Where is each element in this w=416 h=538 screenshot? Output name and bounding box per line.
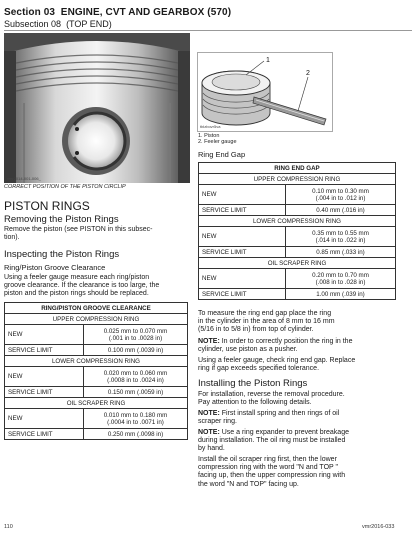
piston-circlip-figure xyxy=(4,33,190,183)
value-line-1: 0.20 mm to 0.70 mm xyxy=(312,271,369,279)
table-row-label: SERVICE LIMIT xyxy=(199,205,286,216)
table-row-label: SERVICE LIMIT xyxy=(199,247,286,258)
note-ring-expander xyxy=(198,429,410,454)
feeler-gauge-figure xyxy=(197,52,333,132)
legend-item-feeler-gauge: 2. Feeler gauge xyxy=(198,139,237,145)
feeler-gauge-illustration xyxy=(198,53,332,131)
subsection-title: (TOP END) xyxy=(66,19,112,29)
value-line-2: (.014 in to .022 in) xyxy=(315,236,366,244)
note-label: NOTE: xyxy=(198,338,220,345)
oil-ring-line-3: facing up, then the upper compression ring with xyxy=(198,472,346,480)
note-line-2: during installation. The oil ring must be installed xyxy=(198,437,346,445)
table-row-label: SERVICE LIMIT xyxy=(5,345,84,356)
figure-caption: CORRECT POSITION OF THE PISTON CIRCLIP xyxy=(4,184,126,190)
note-line-1: In order to correctly position the ring in the xyxy=(219,338,353,345)
note-line-3: by hand. xyxy=(198,445,225,453)
groove-text xyxy=(4,274,192,299)
table-row-label: SERVICE LIMIT xyxy=(5,387,84,398)
section-heading xyxy=(4,7,231,18)
value-line-1: 0.10 mm to 0.30 mm xyxy=(312,187,369,195)
installing-heading: Installing the Piston Rings xyxy=(198,378,308,389)
table-group-title: OIL SCRAPER RING xyxy=(5,398,188,409)
table-group-title: LOWER COMPRESSION RING xyxy=(199,216,396,227)
groove-line-3: piston and the piston rings should be replaced. xyxy=(4,290,149,298)
install-line-1: For installation, reverse the removal procedure. xyxy=(198,391,345,398)
table-row-value xyxy=(286,227,396,247)
table-row-value xyxy=(286,269,396,289)
note-label: NOTE: xyxy=(198,429,220,436)
oil-ring-line-1: Install the oil scraper ring first, then the lower xyxy=(198,456,337,463)
table-group-title: LOWER COMPRESSION RING xyxy=(5,356,188,367)
oil-ring-line-2: compression ring with the word "N and TOP " xyxy=(198,464,338,472)
removing-text xyxy=(4,226,190,242)
measure-line-3: (5/16 in to 5/8 in) from top of cylinder. xyxy=(198,326,314,334)
feeler-paragraph xyxy=(198,357,410,373)
groove-clearance-heading: Ring/Piston Groove Clearance xyxy=(4,263,106,272)
figure-legend xyxy=(198,133,237,145)
ring-gap-heading: Ring End Gap xyxy=(198,150,246,159)
ring-end-gap-table xyxy=(198,162,396,300)
value-line-2: (.004 in to .012 in) xyxy=(315,194,366,202)
measure-line-1: To measure the ring end gap place the ring xyxy=(198,310,332,317)
value-line-1: 0.020 mm to 0.060 mm xyxy=(103,369,168,377)
callout-1: 1 xyxy=(266,57,270,64)
table-row-value: 0.100 mm (.0039 in) xyxy=(84,345,188,356)
figure-code: vmr2014-001-006_ xyxy=(7,176,41,181)
note-line-2: cylinder, use piston as a pusher. xyxy=(198,346,298,354)
page-number: 110 xyxy=(4,524,13,530)
groove-clearance-table xyxy=(4,302,188,440)
figure-code: tblzbovr5va xyxy=(200,124,221,129)
install-line-2: Pay attention to the following details. xyxy=(198,399,312,407)
callout-2: 2 xyxy=(306,70,310,77)
table-row-label: NEW xyxy=(199,227,286,247)
note-line-1: Use a ring expander to prevent breakage xyxy=(219,429,349,436)
table-row-value xyxy=(84,325,188,345)
subsection-prefix: Subsection 08 xyxy=(4,19,62,29)
value-line-2: (.0004 in to .0071 in) xyxy=(107,418,164,426)
value-line-2: (.001 in to .0028 in) xyxy=(108,334,163,342)
table-row-label: NEW xyxy=(5,325,84,345)
install-paragraph xyxy=(198,391,410,407)
feeler-line-2: ring if gap exceeds specified tolerance. xyxy=(198,365,320,373)
table-row-value: 1.00 mm (.039 in) xyxy=(286,289,396,300)
table-row-label: NEW xyxy=(5,367,84,387)
table-row-label: NEW xyxy=(199,269,286,289)
oil-ring-line-4: the word "N and TOP" facing up. xyxy=(198,480,299,488)
note-line-1: First install spring and then rings of oil xyxy=(219,410,340,417)
table-header: RING END GAP xyxy=(199,163,396,174)
table-group-title: UPPER COMPRESSION RING xyxy=(199,174,396,185)
table-group-title: UPPER COMPRESSION RING xyxy=(5,314,188,325)
measure-paragraph xyxy=(198,310,410,335)
table-row-value xyxy=(84,367,188,387)
oil-ring-paragraph xyxy=(198,456,410,489)
note-label: NOTE: xyxy=(198,410,220,417)
section-title: ENGINE, CVT AND GEARBOX (570) xyxy=(60,7,232,18)
table-header: RING/PISTON GROOVE CLEARANCE xyxy=(5,303,188,314)
measure-line-2: in the cylinder in the area of 8 mm to 16 mm xyxy=(198,318,335,326)
table-row-label: NEW xyxy=(199,185,286,205)
table-row-value: 0.150 mm (.0059 in) xyxy=(84,387,188,398)
table-row-value: 0.40 mm (.016 in) xyxy=(286,205,396,216)
removing-line-2: tion). xyxy=(4,234,20,242)
section-prefix: Section 03 xyxy=(4,7,56,18)
note-oil-scraper xyxy=(198,410,410,426)
groove-line-1: Using a feeler gauge measure each ring/piston xyxy=(4,274,150,281)
table-row-label: NEW xyxy=(5,409,84,429)
removing-heading: Removing the Piston Rings xyxy=(4,214,119,225)
header-rule xyxy=(4,30,412,31)
value-line-1: 0.025 mm to 0.070 mm xyxy=(103,327,168,335)
piston-circlip-illustration xyxy=(4,33,190,183)
value-line-2: (.0008 in to .0024 in) xyxy=(107,376,164,384)
table-row-value xyxy=(286,185,396,205)
note-line-2: scraper ring. xyxy=(198,418,237,426)
value-line-1: 0.35 mm to 0.55 mm xyxy=(312,229,369,237)
table-group-title: OIL SCRAPER RING xyxy=(199,258,396,269)
table-row-value: 0.250 mm (.0098 in) xyxy=(84,429,188,440)
feeler-line-1: Using a feeler gauge, check ring end gap. Replace xyxy=(198,357,356,364)
table-row-label: SERVICE LIMIT xyxy=(199,289,286,300)
piston-rings-title: PISTON RINGS xyxy=(4,199,90,213)
table-row-label: SERVICE LIMIT xyxy=(5,429,84,440)
value-line-1: 0.010 mm to 0.180 mm xyxy=(103,411,168,419)
inspecting-heading: Inspecting the Piston Rings xyxy=(4,249,120,260)
subsection-heading xyxy=(4,19,112,29)
note-pusher xyxy=(198,338,410,354)
value-line-2: (.008 in to .028 in) xyxy=(315,278,366,286)
table-row-value: 0.85 mm (.033 in) xyxy=(286,247,396,258)
removing-line-1: Remove the piston (see PISTON in this subsec- xyxy=(4,226,153,233)
table-row-value xyxy=(84,409,188,429)
legend-item-piston: 1. Piston xyxy=(198,133,220,139)
document-code: vmr2016-033 xyxy=(362,524,395,530)
groove-line-2: groove clearance. If the clearance is too large, the xyxy=(4,282,160,290)
